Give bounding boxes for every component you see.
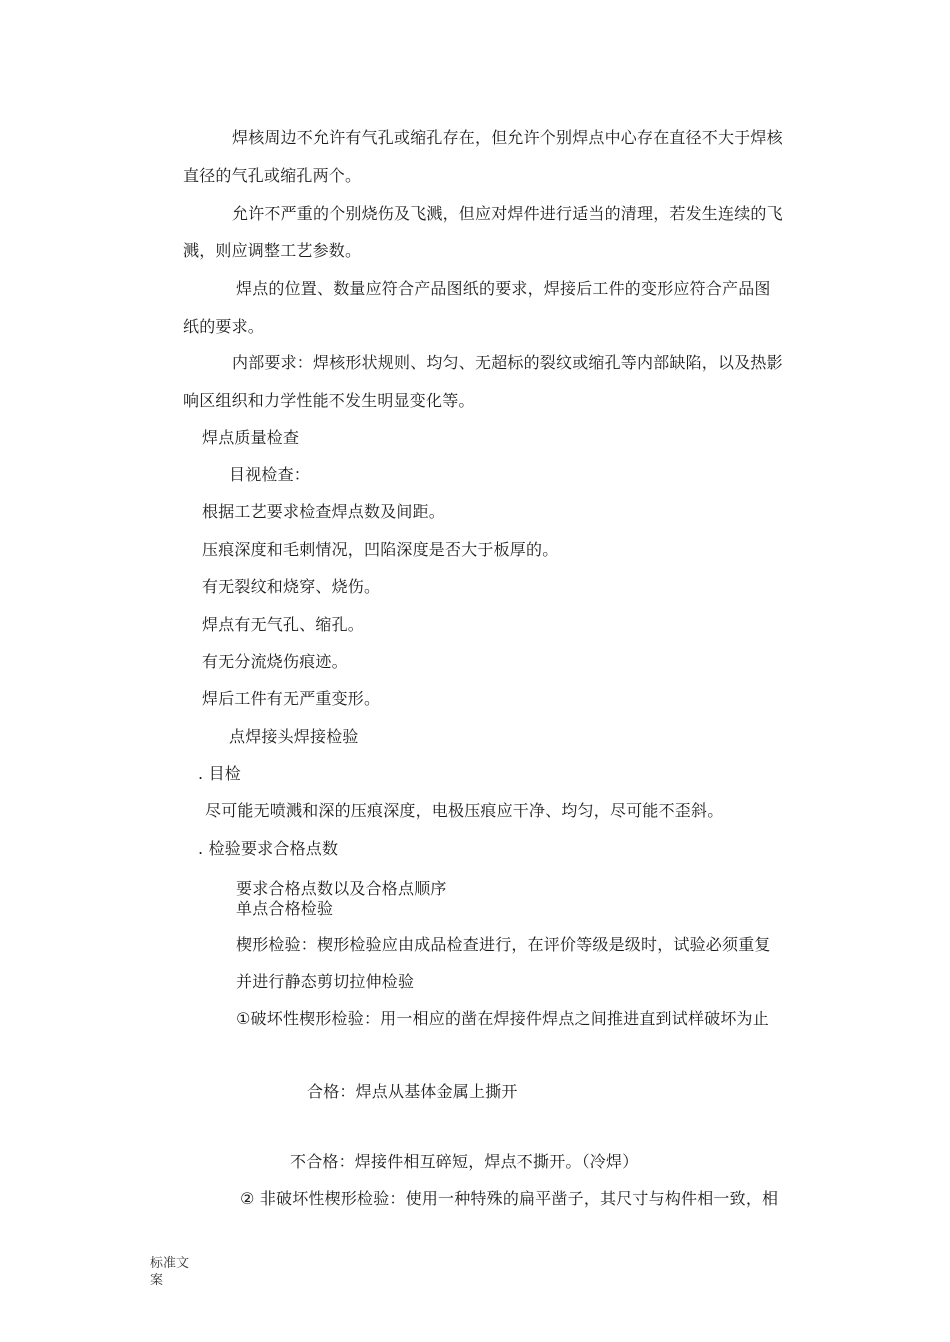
paragraph-line: 内部要求：焊核形状规则、均匀、无超标的裂纹或缩孔等内部缺陷，以及热影 bbox=[232, 353, 783, 372]
paragraph-line: 纸的要求。 bbox=[183, 317, 265, 336]
paragraph-line: 并进行静态剪切拉伸检验 bbox=[236, 972, 415, 991]
paragraph-line: 不合格：焊接件相互碎短，焊点不撕开。（冷焊） bbox=[290, 1152, 639, 1171]
list-item: 压痕深度和毛刺情况，凹陷深度是否大于板厚的。 bbox=[202, 540, 559, 559]
section-heading: 点焊接头焊接检验 bbox=[229, 727, 359, 746]
paragraph-line: 焊点的位置、数量应符合产品图纸的要求，焊接后工件的变形应符合产品图 bbox=[236, 279, 771, 298]
footer-line: 案 bbox=[150, 1273, 164, 1288]
paragraph-line: 楔形检验：楔形检验应由成品检查进行，在评价等级是级时，试验必须重复 bbox=[236, 935, 771, 954]
footer-line: 标准文 bbox=[150, 1256, 190, 1271]
section-heading: 焊点质量检查 bbox=[202, 428, 300, 447]
list-item: 有无分流烧伤痕迹。 bbox=[202, 652, 348, 671]
paragraph-line: 响区组织和力学性能不发生明显变化等。 bbox=[183, 391, 475, 410]
paragraph-line: 直径的气孔或缩孔两个。 bbox=[183, 166, 362, 185]
paragraph-line: 单点合格检验 bbox=[236, 899, 334, 918]
paragraph-line: 允许不严重的个别烧伤及飞溅，但应对焊件进行适当的清理，若发生连续的飞 bbox=[232, 204, 783, 223]
paragraph-line: ② 非破坏性楔形检验：使用一种特殊的扁平凿子，其尺寸与构件相一致，相 bbox=[240, 1189, 779, 1208]
subsection-heading: 目视检查： bbox=[229, 465, 311, 484]
subsection-heading: . 目检 bbox=[198, 764, 241, 783]
paragraph-line: 要求合格点数以及合格点顺序 bbox=[236, 879, 447, 898]
list-item: 焊后工件有无严重变形。 bbox=[202, 689, 381, 708]
list-item: 有无裂纹和烧穿、烧伤。 bbox=[202, 577, 381, 596]
list-item: 根据工艺要求检查焊点数及间距。 bbox=[202, 502, 446, 521]
subsection-heading: . 检验要求合格点数 bbox=[198, 839, 339, 858]
paragraph-line: 焊核周边不允许有气孔或缩孔存在，但允许个别焊点中心存在直径不大于焊核 bbox=[232, 128, 783, 147]
page-footer bbox=[150, 1255, 189, 1289]
paragraph-line: 合格：焊点从基体金属上撕开 bbox=[307, 1082, 518, 1101]
paragraph-line: ①破坏性楔形检验：用一相应的凿在焊接件焊点之间推进直到试样破坏为止 bbox=[236, 1009, 769, 1028]
paragraph-line: 尽可能无喷溅和深的压痕深度，电极压痕应干净、均匀，尽可能不歪斜。 bbox=[205, 801, 724, 820]
list-item: 焊点有无气孔、缩孔。 bbox=[202, 615, 365, 634]
paragraph-line: 溅，则应调整工艺参数。 bbox=[183, 241, 362, 260]
